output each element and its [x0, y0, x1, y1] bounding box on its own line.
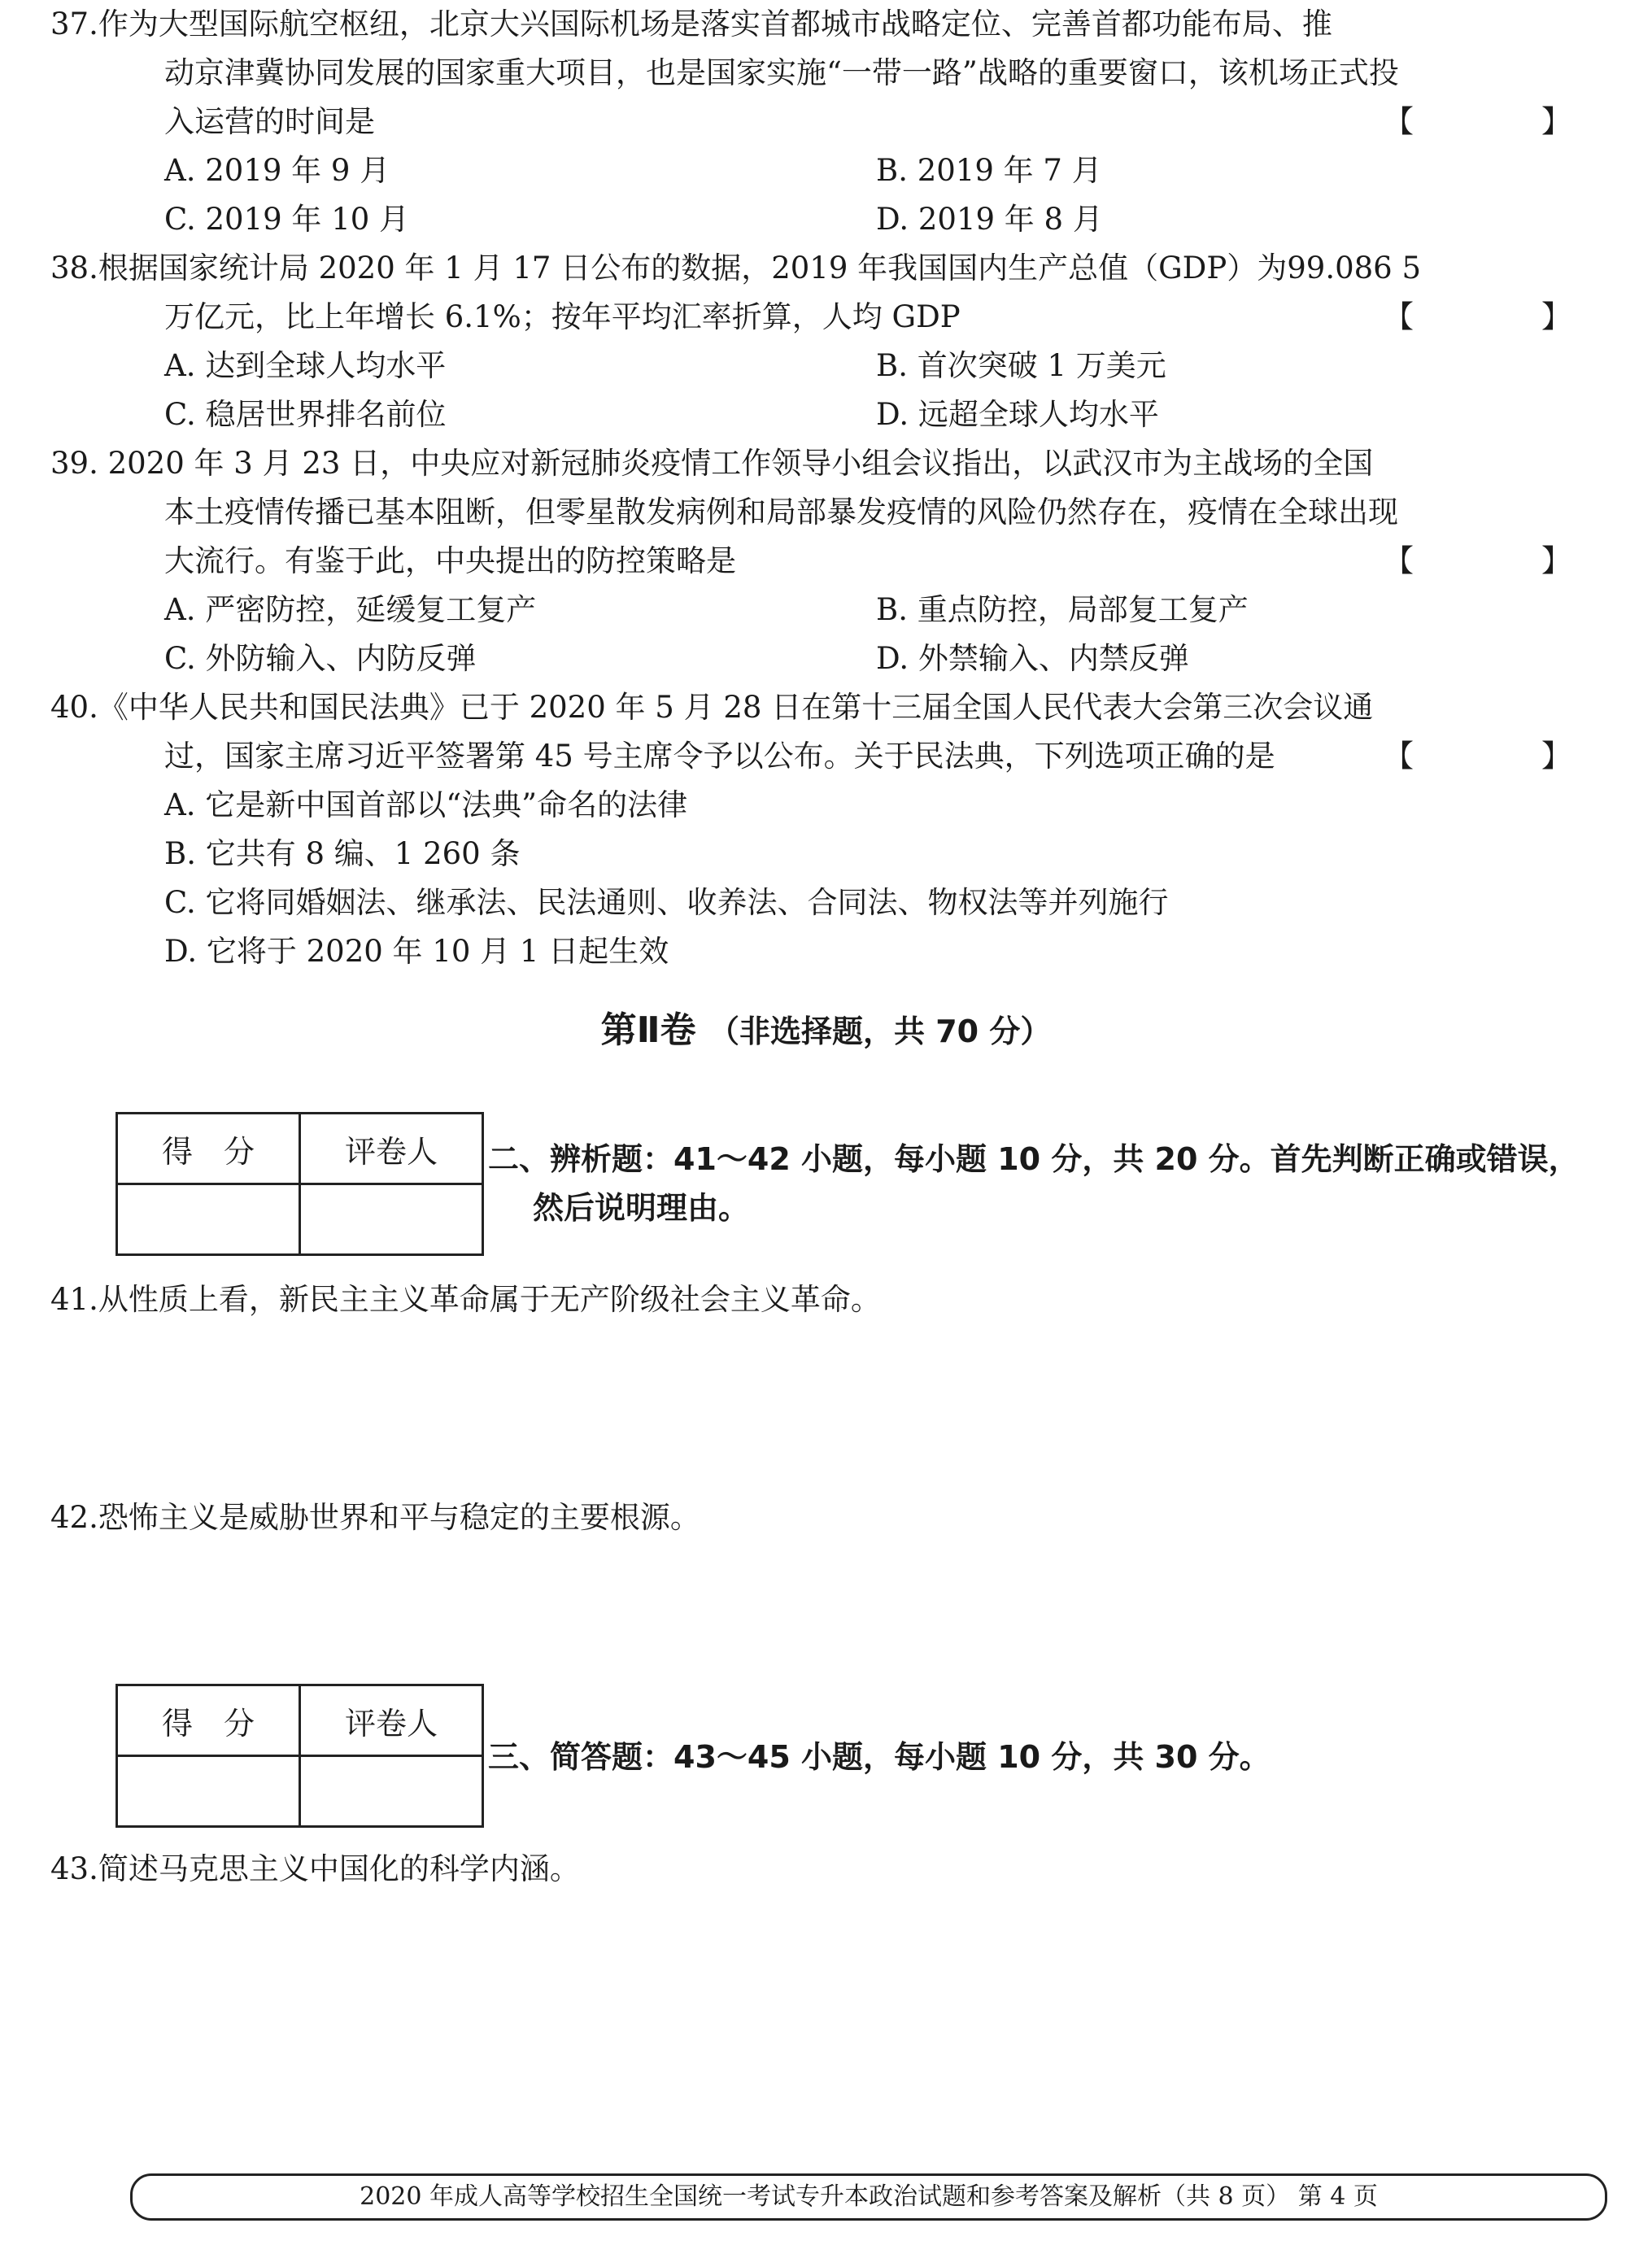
score-header: 得 分: [117, 1114, 300, 1184]
question-39-line-3-text: 大流行。有鉴于此，中央提出的防控策略是: [164, 543, 736, 578]
score-header: 得 分: [117, 1685, 300, 1756]
option-38-b: B. 首次突破 1 万美元: [876, 348, 1166, 383]
option-37-b: B. 2019 年 7 月: [876, 153, 1102, 188]
answer-bracket-38: 【 】: [1384, 299, 1620, 334]
option-40-b: B. 它共有 8 编、1 260 条: [164, 836, 521, 871]
question-40: [50, 683, 1620, 781]
question-42: 42.恐怖主义是威胁世界和平与稳定的主要根源。: [50, 1500, 700, 1535]
question-38-line-2-text: 万亿元，比上年增长 6.1%；按年平均汇率折算，人均 GDP: [164, 299, 961, 334]
option-40-d: D. 它将于 2020 年 10 月 1 日起生效: [164, 934, 669, 969]
answer-bracket-37: 【 】: [1384, 104, 1620, 139]
part-2-heading-line-2: 然后说明理由。: [533, 1190, 750, 1226]
section-2-title-main: 第Ⅱ卷: [600, 1009, 696, 1051]
grader-header: 评卷人: [300, 1114, 483, 1184]
section-2-title-sub: （非选择题，共 70 分）: [708, 1014, 1052, 1049]
question-41: 41.从性质上看，新民主主义革命属于无产阶级社会主义革命。: [50, 1282, 881, 1317]
option-40-a: A. 它是新中国首部以“法典”命名的法律: [164, 787, 688, 822]
question-37: [50, 0, 1620, 146]
grader-cell[interactable]: [300, 1184, 483, 1255]
question-40-line-2-text: 过，国家主席习近平签署第 45 号主席令予以公布。关于民法典，下列选项正确的是: [164, 739, 1275, 774]
score-cell[interactable]: [117, 1756, 300, 1827]
question-39-line-1: 39. 2020 年 3 月 23 日，中央应对新冠肺炎疫情工作领导小组会议指出，以武汉市为主战场的全国: [50, 446, 1374, 481]
grader-cell[interactable]: [300, 1756, 483, 1827]
section-2-title: [0, 1001, 1652, 1053]
question-40-line-2: [50, 732, 1620, 781]
answer-bracket-40: 【 】: [1384, 739, 1620, 774]
question-37-line-3: [50, 98, 1620, 146]
option-37-c: C. 2019 年 10 月: [164, 202, 410, 237]
grader-header: 评卷人: [300, 1685, 483, 1756]
question-37-line-2: 动京津冀协同发展的国家重大项目，也是国家实施“一带一路”战略的重要窗口，该机场正式投: [164, 55, 1399, 90]
question-38-line-2: [50, 293, 1620, 342]
option-39-a: A. 严密防控，延缓复工复产: [164, 592, 537, 627]
page-footer: 2020 年成人高等学校招生全国统一考试专升本政治试题和参考答案及解析（共 8 页） 第 4 页: [130, 2173, 1607, 2221]
option-39-d: D. 外禁输入、内禁反弹: [876, 641, 1189, 676]
option-38-c: C. 稳居世界排名前位: [164, 397, 447, 432]
answer-bracket-39: 【 】: [1384, 543, 1620, 578]
option-40-c: C. 它将同婚姻法、继承法、民法通则、收养法、合同法、物权法等并列施行: [164, 885, 1169, 920]
question-37-line-1: 37.作为大型国际航空枢纽，北京大兴国际机场是落实首都城市战略定位、完善首都功能布局、推: [50, 7, 1332, 41]
score-cell[interactable]: [117, 1184, 300, 1255]
option-39-b: B. 重点防控，局部复工复产: [876, 592, 1249, 627]
question-39-line-2: 本土疫情传播已基本阻断，但零星散发病例和局部暴发疫情的风险仍然存在，疫情在全球出现: [164, 495, 1398, 530]
score-table-part-3: [116, 1684, 484, 1828]
option-39-c: C. 外防输入、内防反弹: [164, 641, 477, 676]
part-3-heading: 三、简答题：43～45 小题，每小题 10 分，共 30 分。: [488, 1739, 1271, 1775]
part-2-heading: [488, 1135, 1580, 1232]
score-table-part-2: [116, 1112, 484, 1256]
question-37-line-3-text: 入运营的时间是: [164, 104, 375, 139]
option-38-a: A. 达到全球人均水平: [164, 348, 447, 383]
question-40-line-1: 40.《中华人民共和国民法典》已于 2020 年 5 月 28 日在第十三届全国人民代表大会第三次会议通: [50, 690, 1374, 725]
question-39: [50, 439, 1620, 586]
question-38: [50, 244, 1620, 342]
part-2-heading-line-1: 二、辨析题：41～42 小题，每小题 10 分，共 20 分。首先判断正确或错误，: [488, 1141, 1580, 1177]
question-43: 43.简述马克思主义中国化的科学内涵。: [50, 1851, 580, 1886]
option-37-a: A. 2019 年 9 月: [164, 153, 390, 188]
option-38-d: D. 远超全球人均水平: [876, 397, 1159, 432]
question-39-line-3: [50, 537, 1620, 586]
option-37-d: D. 2019 年 8 月: [876, 202, 1103, 237]
question-38-line-1: 38.根据国家统计局 2020 年 1 月 17 日公布的数据，2019 年我国国内生产总值（GDP）为99.086 5: [50, 251, 1421, 286]
